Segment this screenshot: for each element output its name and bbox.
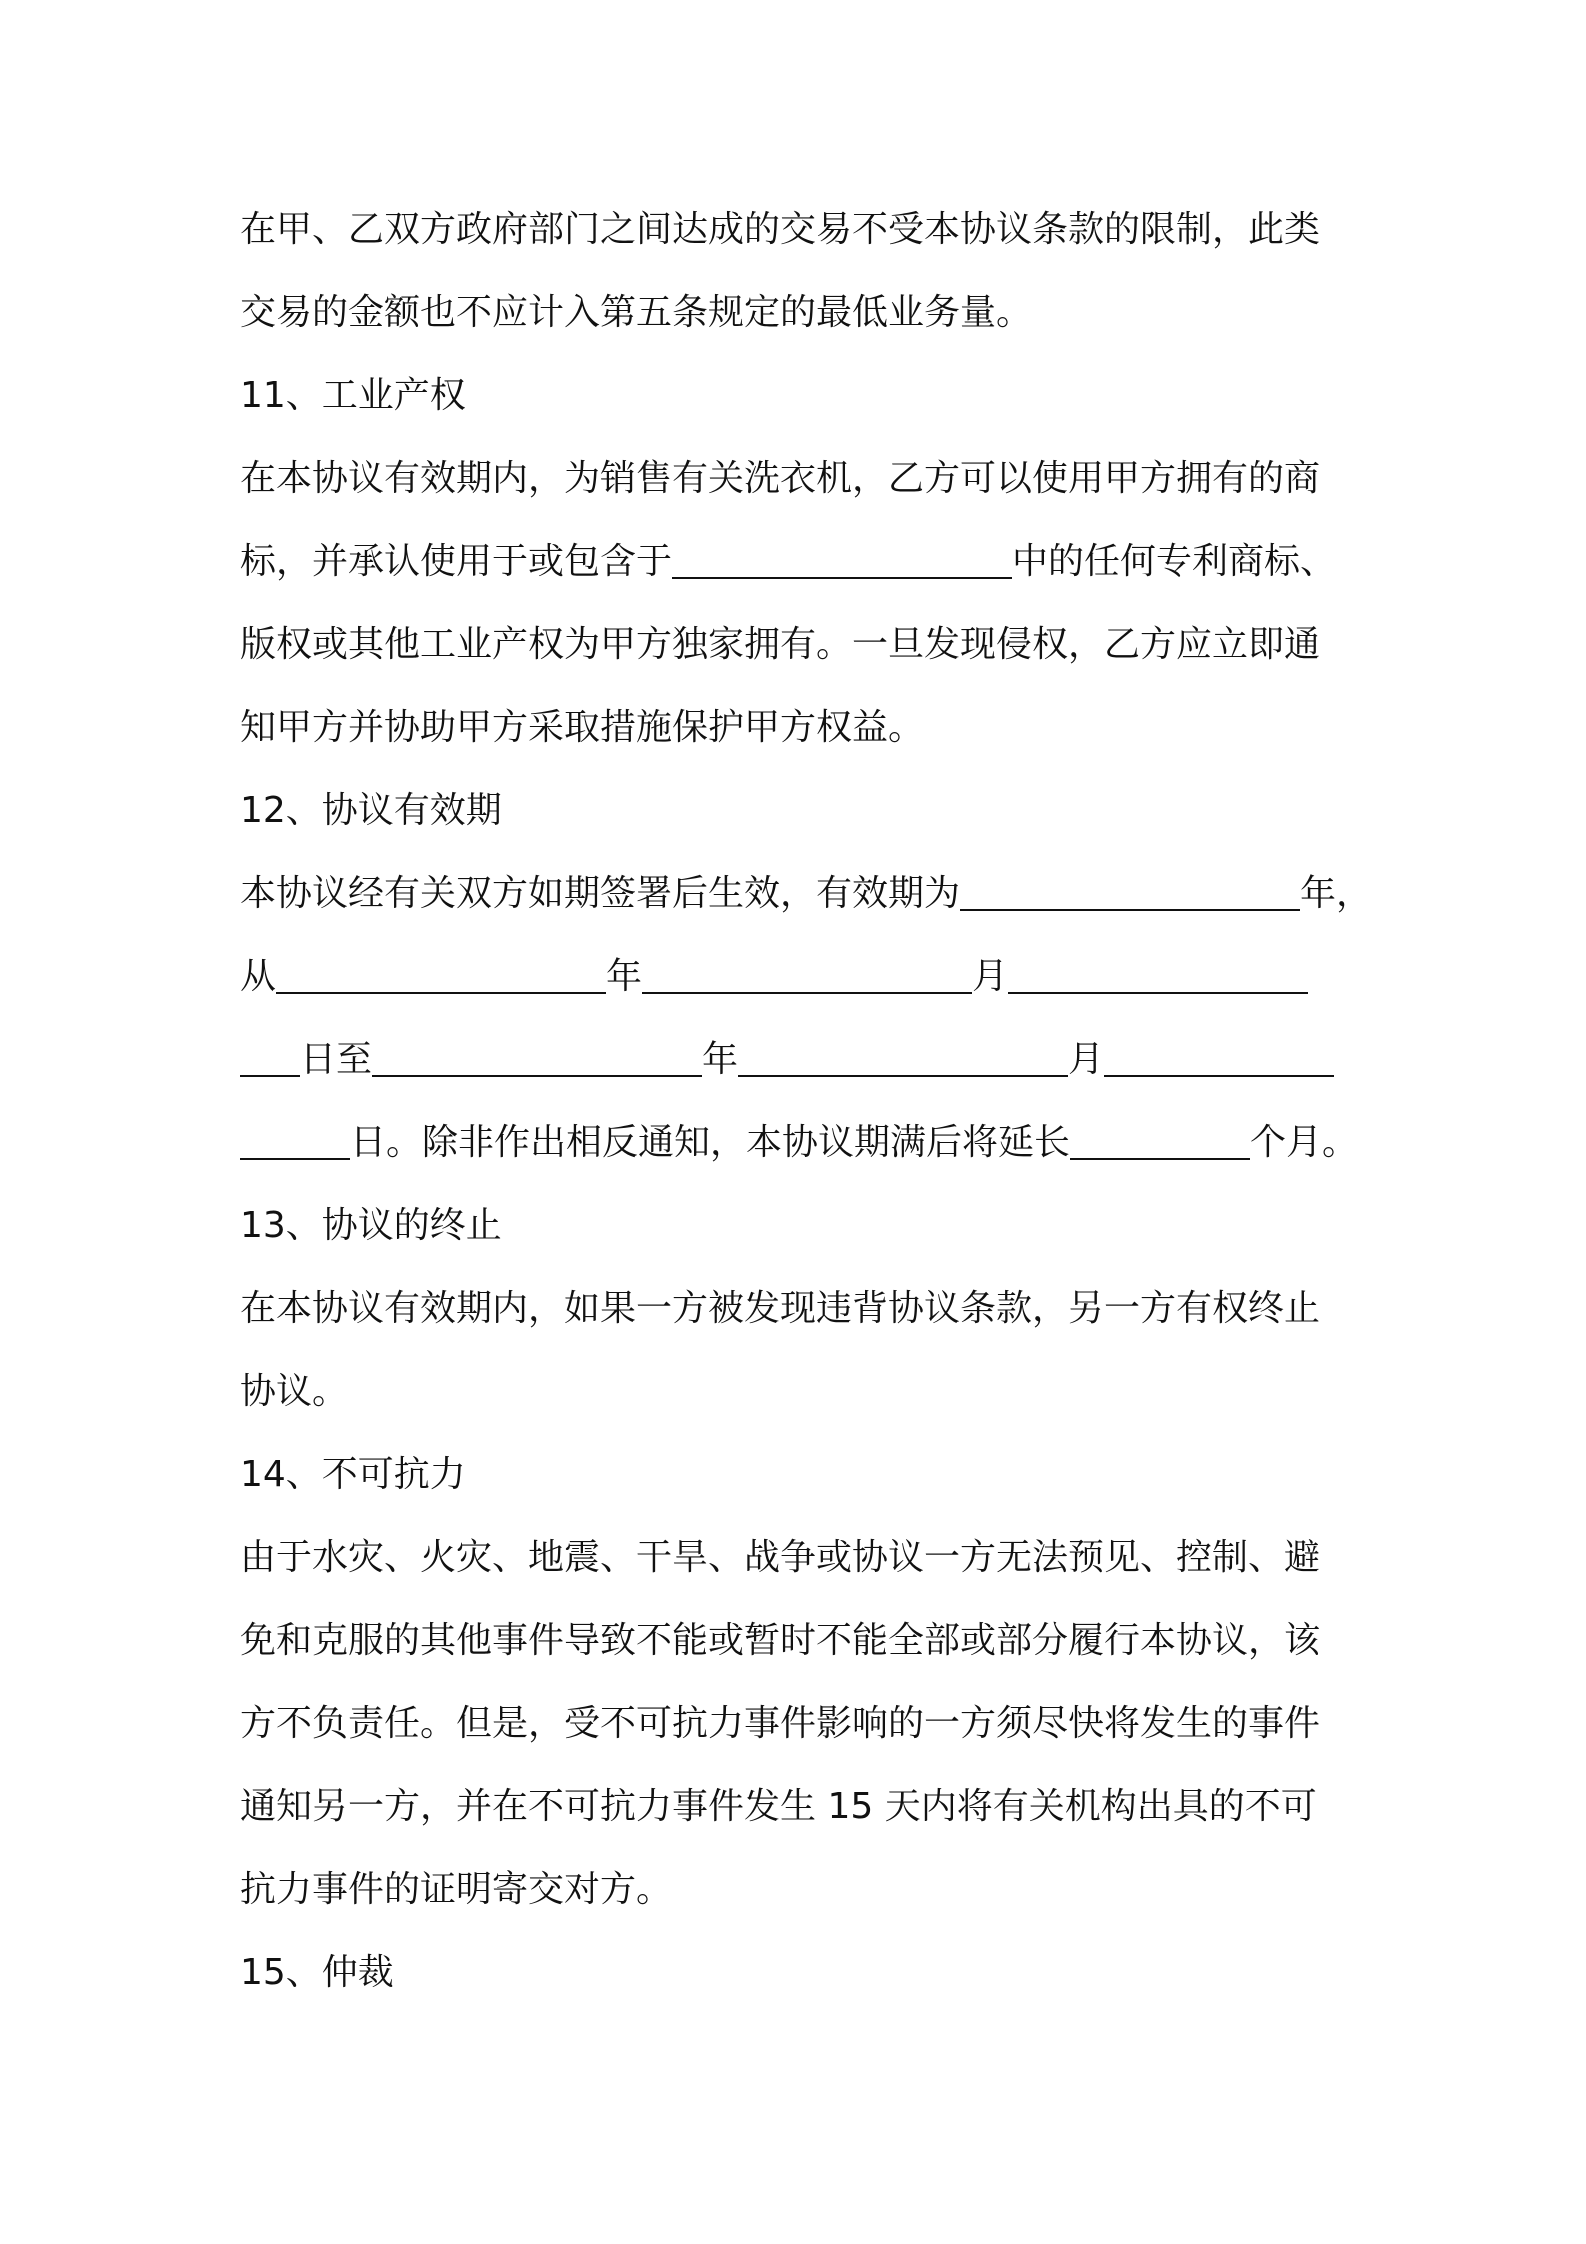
paragraph-line: 在本协议有效期内，如果一方被发现违背协议条款，另一方有权终止 bbox=[240, 1288, 1321, 1329]
fill-in-blank bbox=[372, 1035, 702, 1077]
text-segment: 本协议经有关双方如期签署后生效，有效期为 bbox=[240, 873, 961, 914]
fill-in-blank bbox=[642, 952, 972, 994]
section-heading-11: 11、工业产权 bbox=[240, 375, 466, 416]
paragraph-line: 在甲、乙双方政府部门之间达成的交易不受本协议条款的限制，此类 bbox=[240, 209, 1321, 250]
fill-in-blank bbox=[1104, 1035, 1334, 1077]
text-segment: 个月。 bbox=[1250, 1122, 1359, 1163]
paragraph-line bbox=[240, 1030, 1334, 1090]
text-segment: 年 bbox=[606, 956, 643, 997]
paragraph-line: 交易的金额也不应计入第五条规定的最低业务量。 bbox=[240, 292, 1033, 333]
fill-in-blank bbox=[240, 1035, 300, 1077]
paragraph-line: 抗力事件的证明寄交对方。 bbox=[240, 1869, 673, 1910]
paragraph-line bbox=[240, 532, 1336, 592]
paragraph-line bbox=[240, 947, 1308, 1007]
fill-in-blank bbox=[276, 952, 606, 994]
section-heading-15: 15、仲裁 bbox=[240, 1952, 394, 1993]
section-heading-12: 12、协议有效期 bbox=[240, 790, 502, 831]
paragraph-line: 免和克服的其他事件导致不能或暂时不能全部或部分履行本协议，该 bbox=[240, 1620, 1321, 1661]
fill-in-blank bbox=[738, 1035, 1068, 1077]
fill-in-blank bbox=[1070, 1118, 1250, 1160]
paragraph-line bbox=[240, 864, 1372, 924]
text-segment: 中的任何专利商标、 bbox=[1012, 541, 1337, 582]
fill-in-blank bbox=[1008, 952, 1308, 994]
fill-in-blank bbox=[960, 869, 1300, 911]
text-segment: 从 bbox=[240, 956, 277, 997]
text-segment: 日。除非作出相反通知，本协议期满后将延长 bbox=[350, 1122, 1071, 1163]
paragraph-line: 方不负责任。但是，受不可抗力事件影响的一方须尽快将发生的事件 bbox=[240, 1703, 1321, 1744]
fill-in-blank bbox=[240, 1118, 350, 1160]
text-segment: 月 bbox=[972, 956, 1009, 997]
section-heading-14: 14、不可抗力 bbox=[240, 1454, 466, 1495]
paragraph-line: 通知另一方，并在不可抗力事件发生 15 天内将有关机构出具的不可 bbox=[240, 1786, 1317, 1827]
text-segment: 日至 bbox=[300, 1039, 373, 1080]
paragraph-line: 知甲方并协助甲方采取措施保护甲方权益。 bbox=[240, 707, 925, 748]
text-segment: 月 bbox=[1068, 1039, 1105, 1080]
text-segment: 年， bbox=[1300, 873, 1373, 914]
fill-in-blank bbox=[672, 537, 1012, 579]
text-segment: 年 bbox=[702, 1039, 739, 1080]
section-heading-13: 13、协议的终止 bbox=[240, 1205, 502, 1246]
paragraph-line bbox=[240, 1113, 1358, 1173]
text-segment: 标，并承认使用于或包含于 bbox=[240, 541, 673, 582]
paragraph-line: 协议。 bbox=[240, 1371, 349, 1412]
paragraph-line: 版权或其他工业产权为甲方独家拥有。一旦发现侵权，乙方应立即通 bbox=[240, 624, 1321, 665]
paragraph-line: 在本协议有效期内，为销售有关洗衣机，乙方可以使用甲方拥有的商 bbox=[240, 458, 1321, 499]
paragraph-line: 由于水灾、火灾、地震、干旱、战争或协议一方无法预见、控制、避 bbox=[240, 1537, 1321, 1578]
